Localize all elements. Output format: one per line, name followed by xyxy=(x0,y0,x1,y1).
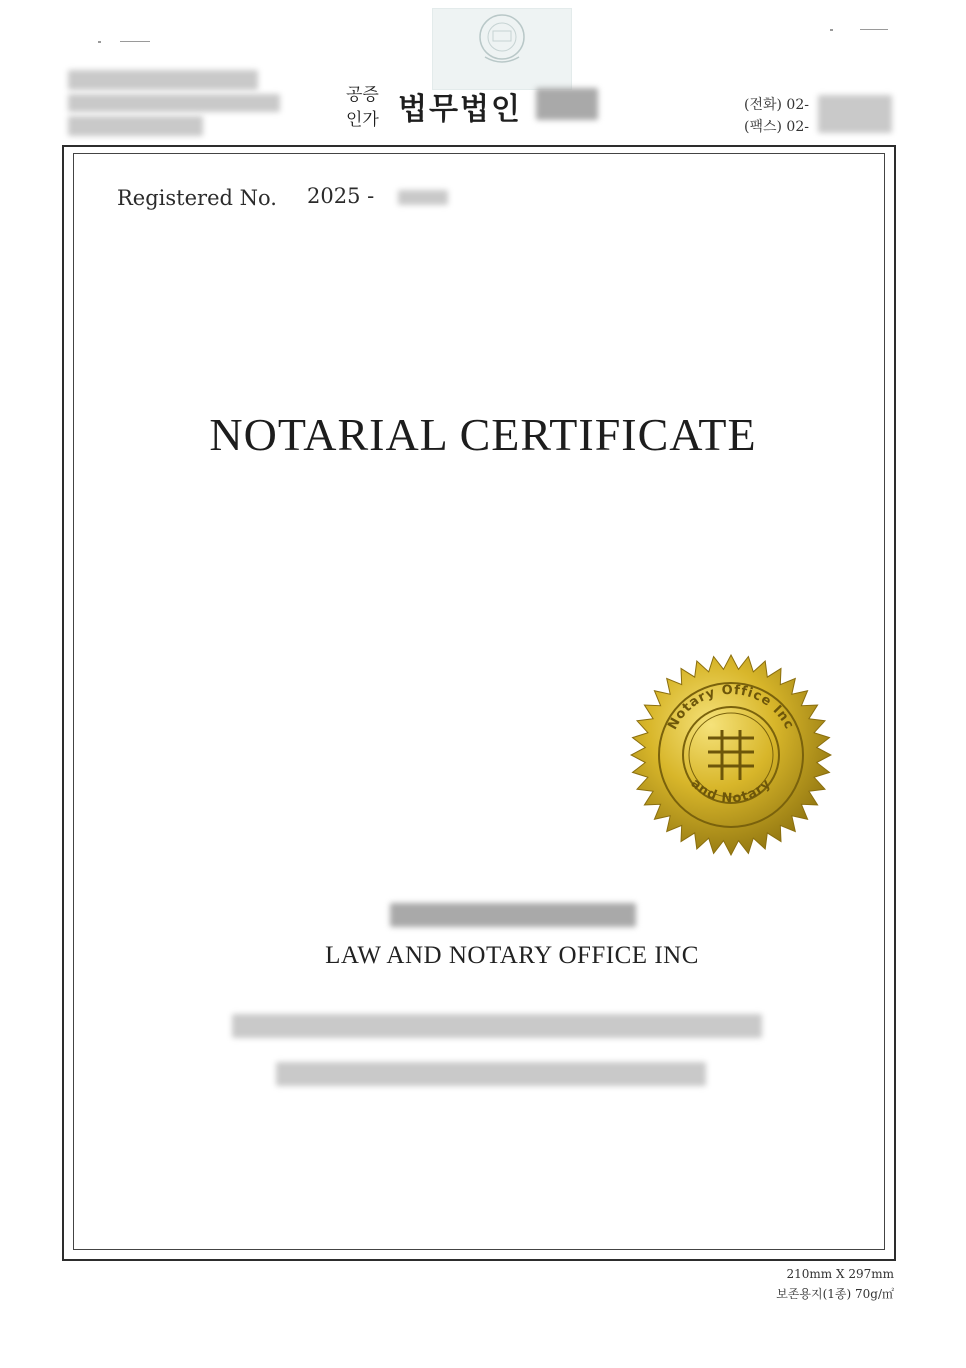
scan-speck xyxy=(120,41,150,42)
redacted-address xyxy=(68,70,258,90)
seal-ring-text-top: Notary Office Inc xyxy=(665,682,797,733)
redacted-office-address xyxy=(276,1062,706,1086)
paper-spec-note: 보존용지(1종) 70g/㎡ xyxy=(776,1287,894,1301)
redacted-address xyxy=(68,116,203,136)
redacted-office-korean-name xyxy=(390,903,636,927)
paper-size-note: 210mm X 297mm xyxy=(786,1267,894,1281)
scan-speck xyxy=(860,29,888,30)
phone-label: (전화) 02- xyxy=(744,97,809,113)
certificate-title: NOTARIAL CERTIFICATE xyxy=(209,409,757,460)
redacted-registered-number xyxy=(398,190,448,205)
scan-speck xyxy=(830,29,833,31)
notary-label-line2: 인가 xyxy=(346,110,379,130)
office-name: LAW AND NOTARY OFFICE INC xyxy=(325,942,699,969)
seal-ring-text-bottom: and Notary xyxy=(687,776,775,807)
notary-label-line1: 공증 xyxy=(346,85,379,105)
gold-seal-icon xyxy=(630,654,832,856)
emblem-icon xyxy=(465,13,539,67)
government-emblem-box xyxy=(432,8,572,90)
registered-label: Registered No. xyxy=(117,186,277,210)
redacted-office-address xyxy=(232,1014,762,1038)
redacted-firm-name xyxy=(536,88,598,120)
fax-label: (팩스) 02- xyxy=(744,119,809,135)
registered-year: 2025 - xyxy=(307,184,375,208)
redacted-address xyxy=(68,94,280,112)
scan-speck xyxy=(98,41,101,43)
firm-title: 법무법인 xyxy=(398,92,522,127)
redacted-contact-numbers xyxy=(818,95,892,133)
